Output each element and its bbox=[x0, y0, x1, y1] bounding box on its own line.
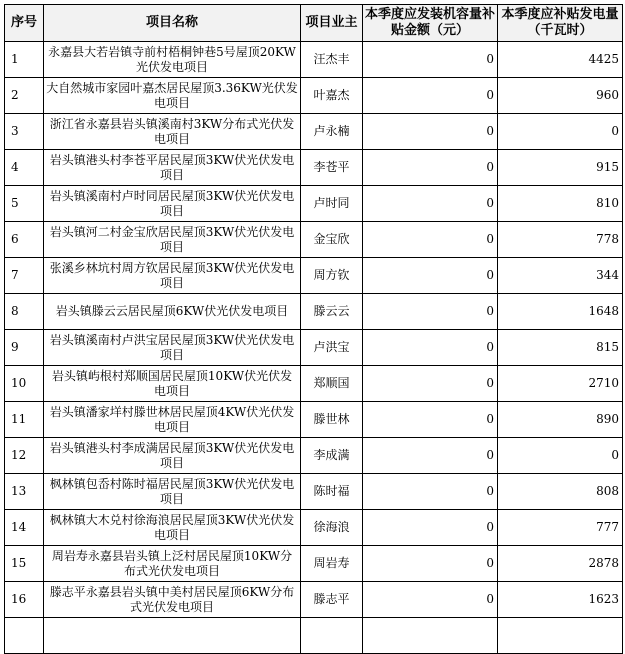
cell-subsidy-kwh: 777 bbox=[498, 510, 623, 546]
subsidy-table bbox=[4, 4, 623, 654]
cell-subsidy-amount: 0 bbox=[363, 402, 498, 438]
cell-seq: 9 bbox=[5, 330, 44, 366]
cell-seq: 4 bbox=[5, 150, 44, 186]
header-project-name: 项目名称 bbox=[44, 5, 301, 42]
table-row bbox=[5, 366, 623, 402]
table-row bbox=[5, 258, 623, 294]
table-row bbox=[5, 402, 623, 438]
cell-seq: 14 bbox=[5, 510, 44, 546]
table-row bbox=[5, 222, 623, 258]
cell-project-name: 浙江省永嘉县岩头镇溪南村3KW分布式光伏发电项目 bbox=[44, 114, 301, 150]
cell-seq: 10 bbox=[5, 366, 44, 402]
cell-subsidy-kwh: 0 bbox=[498, 114, 623, 150]
cell-subsidy-kwh: 2878 bbox=[498, 546, 623, 582]
cell-subsidy-kwh: 890 bbox=[498, 402, 623, 438]
cell-subsidy-kwh: 344 bbox=[498, 258, 623, 294]
header-row bbox=[5, 5, 623, 42]
cell-seq: 11 bbox=[5, 402, 44, 438]
cell-subsidy-kwh: 1623 bbox=[498, 582, 623, 618]
cell-seq: 13 bbox=[5, 474, 44, 510]
table-body bbox=[5, 42, 623, 654]
cell-subsidy-kwh: 2710 bbox=[498, 366, 623, 402]
cell-project-name: 张溪乡林坑村周方钦居民屋顶3KW伏光伏发电项目 bbox=[44, 258, 301, 294]
cell-subsidy-amount: 0 bbox=[363, 582, 498, 618]
cell-subsidy-amount: 0 bbox=[363, 366, 498, 402]
table-row bbox=[5, 150, 623, 186]
cell-project-name: 岩头镇溪南村卢洪宝居民屋顶3KW伏光伏发电项目 bbox=[44, 330, 301, 366]
cell-subsidy-amount: 0 bbox=[363, 222, 498, 258]
cell-project-name: 大自然城市家园叶嘉杰居民屋顶3.36KW光伏发电项目 bbox=[44, 78, 301, 114]
cell-subsidy-amount: 0 bbox=[363, 150, 498, 186]
cell-seq: 6 bbox=[5, 222, 44, 258]
cell-owner: 汪杰丰 bbox=[301, 42, 363, 78]
cell-subsidy-kwh: 4425 bbox=[498, 42, 623, 78]
cell-subsidy-amount: 0 bbox=[363, 330, 498, 366]
cell-seq: 15 bbox=[5, 546, 44, 582]
cell-subsidy-kwh: 815 bbox=[498, 330, 623, 366]
cell-subsidy-amount: 0 bbox=[363, 438, 498, 474]
cell-owner: 滕世林 bbox=[301, 402, 363, 438]
cell-owner: 周岩寿 bbox=[301, 546, 363, 582]
cell-subsidy-kwh: 960 bbox=[498, 78, 623, 114]
table-row bbox=[5, 294, 623, 330]
cell-owner: 卢时同 bbox=[301, 186, 363, 222]
cell-project-name: 枫林镇大木兑村徐海浪居民屋顶3KW伏光伏发电项目 bbox=[44, 510, 301, 546]
cell-seq: 12 bbox=[5, 438, 44, 474]
cell-seq: 7 bbox=[5, 258, 44, 294]
cell-owner: 陈时福 bbox=[301, 474, 363, 510]
header-subsidy-kwh: 本季度应补贴发电量（千瓦时） bbox=[498, 5, 623, 42]
cell-subsidy-amount: 0 bbox=[363, 78, 498, 114]
cell-subsidy-amount: 0 bbox=[363, 474, 498, 510]
cell-seq: 2 bbox=[5, 78, 44, 114]
table-row bbox=[5, 438, 623, 474]
cell-owner: 滕云云 bbox=[301, 294, 363, 330]
cell-seq: 1 bbox=[5, 42, 44, 78]
cell-owner: 郑顺国 bbox=[301, 366, 363, 402]
cell-owner: 周方钦 bbox=[301, 258, 363, 294]
cell-project-name: 岩头镇港头村李成满居民屋顶3KW伏光伏发电项目 bbox=[44, 438, 301, 474]
cell-project-name: 岩头镇屿根村郑顺国居民屋顶10KW伏光伏发电项目 bbox=[44, 366, 301, 402]
table-row bbox=[5, 582, 623, 618]
cell-project-name: 岩头镇潘家垟村滕世林居民屋顶4KW伏光伏发电项目 bbox=[44, 402, 301, 438]
cell-project-name: 周岩寿永嘉县岩头镇上泛村居民屋顶10KW分布式光伏发电项目 bbox=[44, 546, 301, 582]
table-row bbox=[5, 114, 623, 150]
table-row bbox=[5, 474, 623, 510]
table-row bbox=[5, 330, 623, 366]
table-row bbox=[5, 42, 623, 78]
cell-seq: 8 bbox=[5, 294, 44, 330]
cell-subsidy-amount: 0 bbox=[363, 258, 498, 294]
cell-project-name: 岩头镇溪南村卢时同居民屋顶3KW伏光伏发电项目 bbox=[44, 186, 301, 222]
cell-project-name: 岩头镇滕云云居民屋顶6KW伏光伏发电项目 bbox=[44, 294, 301, 330]
cell-owner: 卢永楠 bbox=[301, 114, 363, 150]
cell-seq: 16 bbox=[5, 582, 44, 618]
cell-subsidy-amount: 0 bbox=[363, 546, 498, 582]
cell-owner: 李苍平 bbox=[301, 150, 363, 186]
cell-subsidy-amount: 0 bbox=[363, 294, 498, 330]
cell-subsidy-amount: 0 bbox=[363, 42, 498, 78]
header-seq: 序号 bbox=[5, 5, 44, 42]
header-subsidy-amount: 本季度应发装机容量补贴金额（元） bbox=[363, 5, 498, 42]
table-row bbox=[5, 78, 623, 114]
cell-subsidy-amount: 0 bbox=[363, 114, 498, 150]
cell-owner: 滕志平 bbox=[301, 582, 363, 618]
cell-owner: 卢洪宝 bbox=[301, 330, 363, 366]
cell-project-name: 滕志平永嘉县岩头镇中美村居民屋顶6KW分布式光伏发电项目 bbox=[44, 582, 301, 618]
cell-subsidy-amount: 0 bbox=[363, 510, 498, 546]
table-row-cut bbox=[5, 618, 623, 654]
cell-owner: 李成满 bbox=[301, 438, 363, 474]
cell-project-name: 岩头镇河二村金宝欣居民屋顶3KW伏光伏发电项目 bbox=[44, 222, 301, 258]
cell-subsidy-kwh: 810 bbox=[498, 186, 623, 222]
cell-subsidy-kwh: 778 bbox=[498, 222, 623, 258]
cell-project-name: 永嘉县大若岩镇寺前村梧桐钟巷5号屋顶20KW光伏发电项目 bbox=[44, 42, 301, 78]
cell-owner: 徐海浪 bbox=[301, 510, 363, 546]
header-owner: 项目业主 bbox=[301, 5, 363, 42]
cell-subsidy-kwh: 0 bbox=[498, 438, 623, 474]
cell-seq: 3 bbox=[5, 114, 44, 150]
cell-project-name: 枫林镇包岙村陈时福居民屋顶3KW伏光伏发电项目 bbox=[44, 474, 301, 510]
cell-owner: 叶嘉杰 bbox=[301, 78, 363, 114]
table-row bbox=[5, 510, 623, 546]
cell-subsidy-amount: 0 bbox=[363, 186, 498, 222]
cell-owner: 金宝欣 bbox=[301, 222, 363, 258]
table-row bbox=[5, 186, 623, 222]
cell-project-name: 岩头镇港头村李苍平居民屋顶3KW伏光伏发电项目 bbox=[44, 150, 301, 186]
cell-subsidy-kwh: 1648 bbox=[498, 294, 623, 330]
cell-seq: 5 bbox=[5, 186, 44, 222]
cell-subsidy-kwh: 808 bbox=[498, 474, 623, 510]
table-row bbox=[5, 546, 623, 582]
cell-subsidy-kwh: 915 bbox=[498, 150, 623, 186]
